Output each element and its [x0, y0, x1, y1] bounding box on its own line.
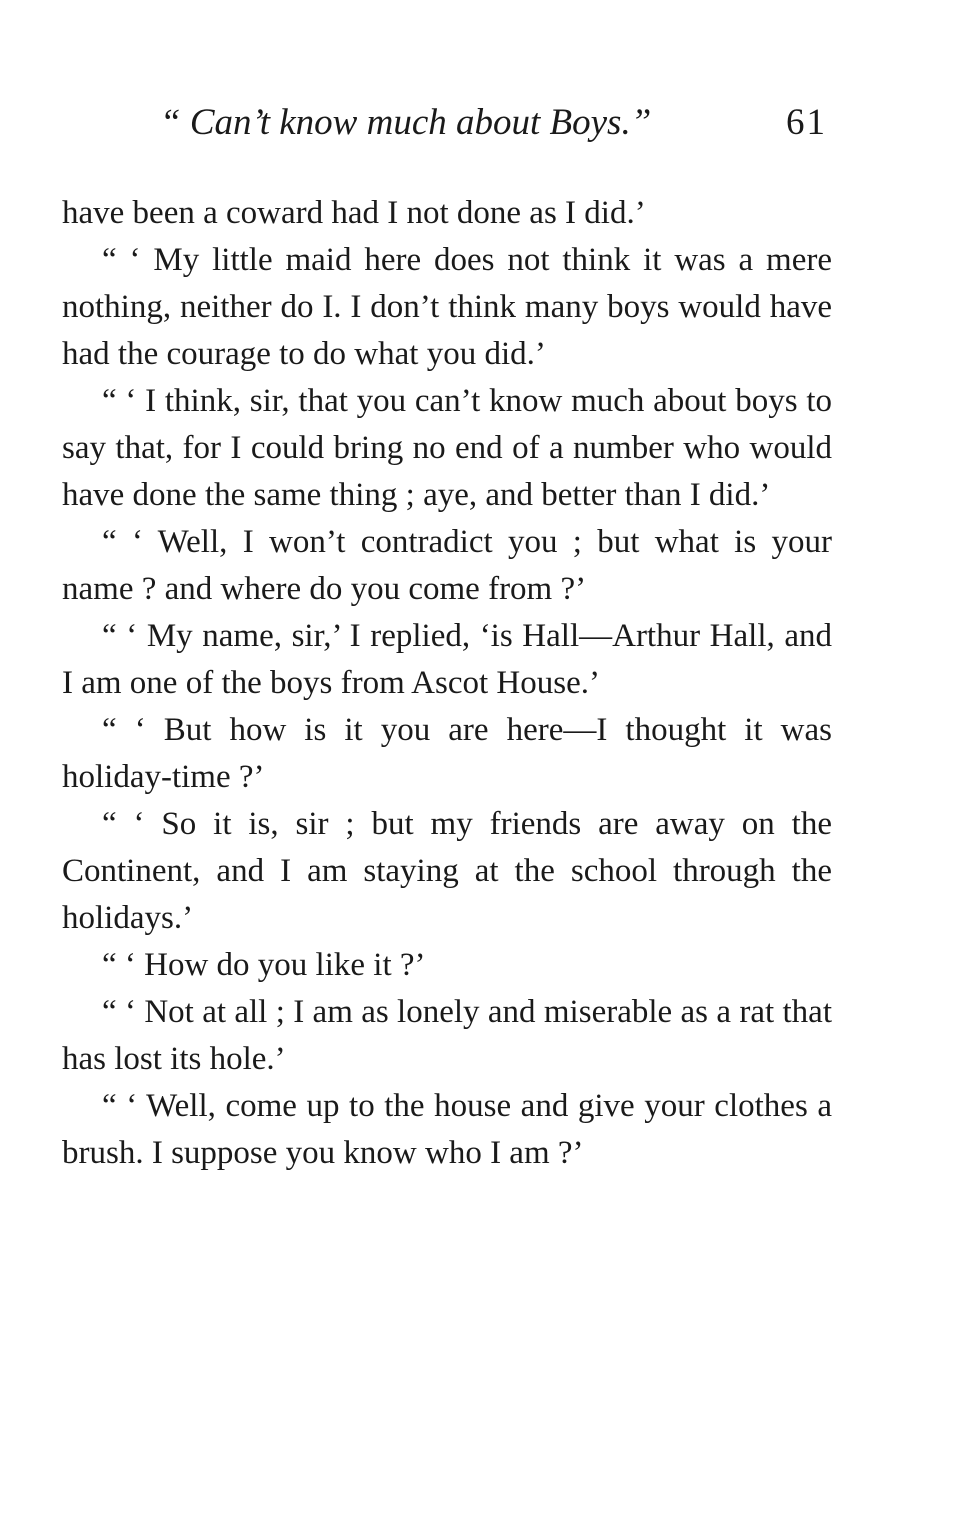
paragraph: “ ‘ My name, sir,’ I replied, ‘is Hall—Arthur Hall, and I am one of the boys from Ascot House.’: [62, 618, 832, 701]
paragraph: have been a coward had I not done as I did.’: [62, 195, 646, 231]
running-title: “ Can’t know much about Boys.”: [160, 102, 652, 143]
page-number: 61: [786, 102, 827, 143]
paragraph: “ ‘ I think, sir, that you can’t know much about boys to say that, for I could bring no end of a number who would have done the same thing ; aye, and better than I did.’: [62, 383, 832, 513]
paragraph: “ ‘ But how is it you are here—I thought it was holiday-time ?’: [62, 712, 832, 795]
body-text: [62, 190, 832, 1177]
page-header: [0, 98, 958, 158]
paragraph: “ ‘ Well, come up to the house and give your clothes a brush. I suppose you know who I am ?’: [62, 1088, 832, 1171]
paragraph: “ ‘ Not at all ; I am as lonely and miserable as a rat that has lost its hole.’: [62, 994, 832, 1077]
paragraph: “ ‘ So it is, sir ; but my friends are away on the Continent, and I am staying at the school through the holidays.’: [62, 806, 832, 936]
paragraph: “ ‘ Well, I won’t contradict you ; but what is your name ? and where do you come from ?’: [62, 524, 832, 607]
paragraph: “ ‘ How do you like it ?’: [102, 947, 426, 983]
paragraph: “ ‘ My little maid here does not think it was a mere nothing, neither do I. I don’t think many boys would have had the courage to do what you did.’: [62, 242, 832, 372]
